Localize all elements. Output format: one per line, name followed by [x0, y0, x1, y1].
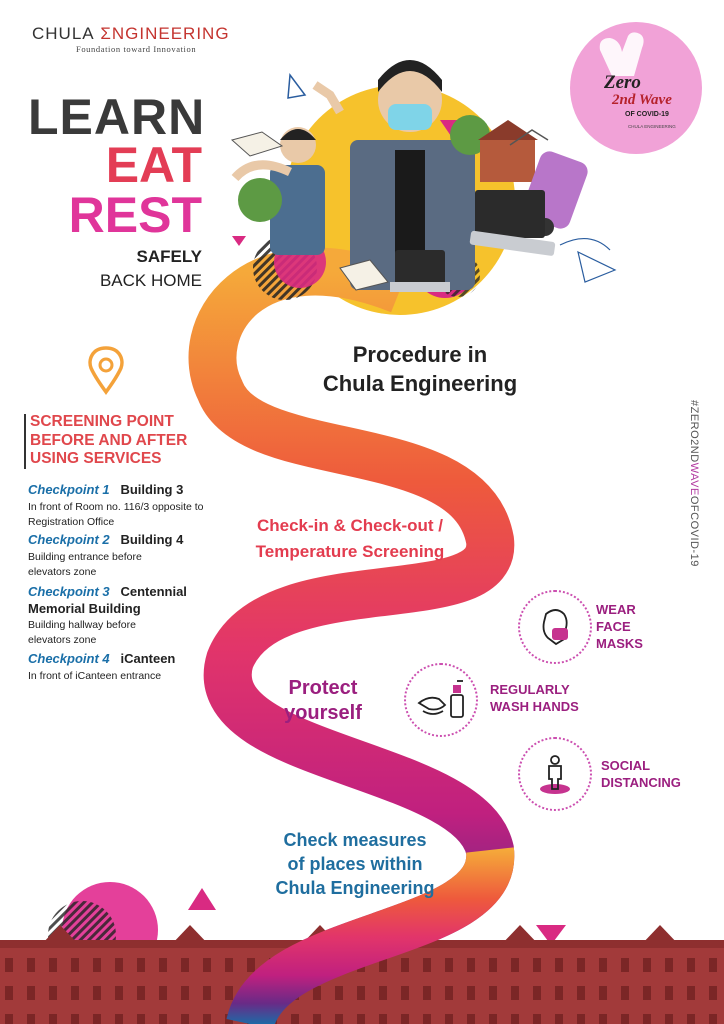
step-checkin-temperature: Check-in & Check-out / Temperature Screening	[255, 516, 445, 561]
badge-of-covid: OF COVID-19	[625, 111, 669, 118]
face-mask-icon	[518, 590, 592, 664]
checkpoint-1-desc: In front of Room no. 116/3 opposite to Registration Office	[28, 501, 204, 528]
social-distancing-icon	[518, 737, 592, 811]
screening-divider	[24, 414, 26, 469]
headline-safely: SAFELY	[136, 247, 202, 266]
procedure-title: Procedure in Chula Engineering	[322, 342, 518, 396]
badge-2nd-wave: 2nd Wave	[612, 92, 672, 108]
brand-tagline: Foundation toward Innovation	[76, 44, 197, 54]
headline-eat: EAT	[105, 137, 202, 193]
location-pin-icon	[90, 348, 122, 392]
hashtag-vertical: #ZERO2NDWAVEOFCOVID-19	[688, 400, 700, 567]
badge-zero: Zero	[604, 72, 641, 93]
checkpoint-4-desc: In front of iCanteen entrance	[28, 670, 162, 682]
brand-logo	[32, 24, 230, 44]
checkpoint-1: Checkpoint 1 Building 3	[28, 482, 184, 497]
checkpoint-4: Checkpoint 4 iCanteen	[28, 651, 176, 666]
screening-title: SCREENING POINT BEFORE AND AFTER USING SERVICES	[30, 413, 188, 467]
headline-rest: REST	[68, 187, 202, 243]
headline-back-home: BACK HOME	[99, 271, 202, 290]
badge-chula-engineering: CHULA ENGINEERING	[628, 124, 676, 129]
brand-engineering: ΣNGINEERING	[100, 24, 230, 43]
checkpoint-2: Checkpoint 2 Building 4	[28, 532, 184, 547]
step-check-measures: Check measures of places within Chula Engineering	[275, 830, 435, 898]
tip-wear-face-masks: WEAR FACE MASKS	[596, 602, 643, 651]
brand-chula: CHULA	[32, 24, 95, 43]
tip-social-distancing: SOCIAL DISTANCING	[601, 758, 681, 790]
checkpoint-2-desc: Building entrance before elevators zone	[28, 551, 142, 578]
checkpoint-3-desc: Building hallway before elevators zone	[28, 619, 136, 646]
checkpoint-3: Checkpoint 3 Centennial Memorial Building	[28, 584, 187, 616]
step-protect-yourself: Protect yourself	[284, 677, 362, 724]
tip-wash-hands: REGULARLY WASH HANDS	[490, 682, 579, 714]
wash-hands-icon	[404, 663, 478, 737]
headline-learn: LEARN	[28, 89, 206, 145]
